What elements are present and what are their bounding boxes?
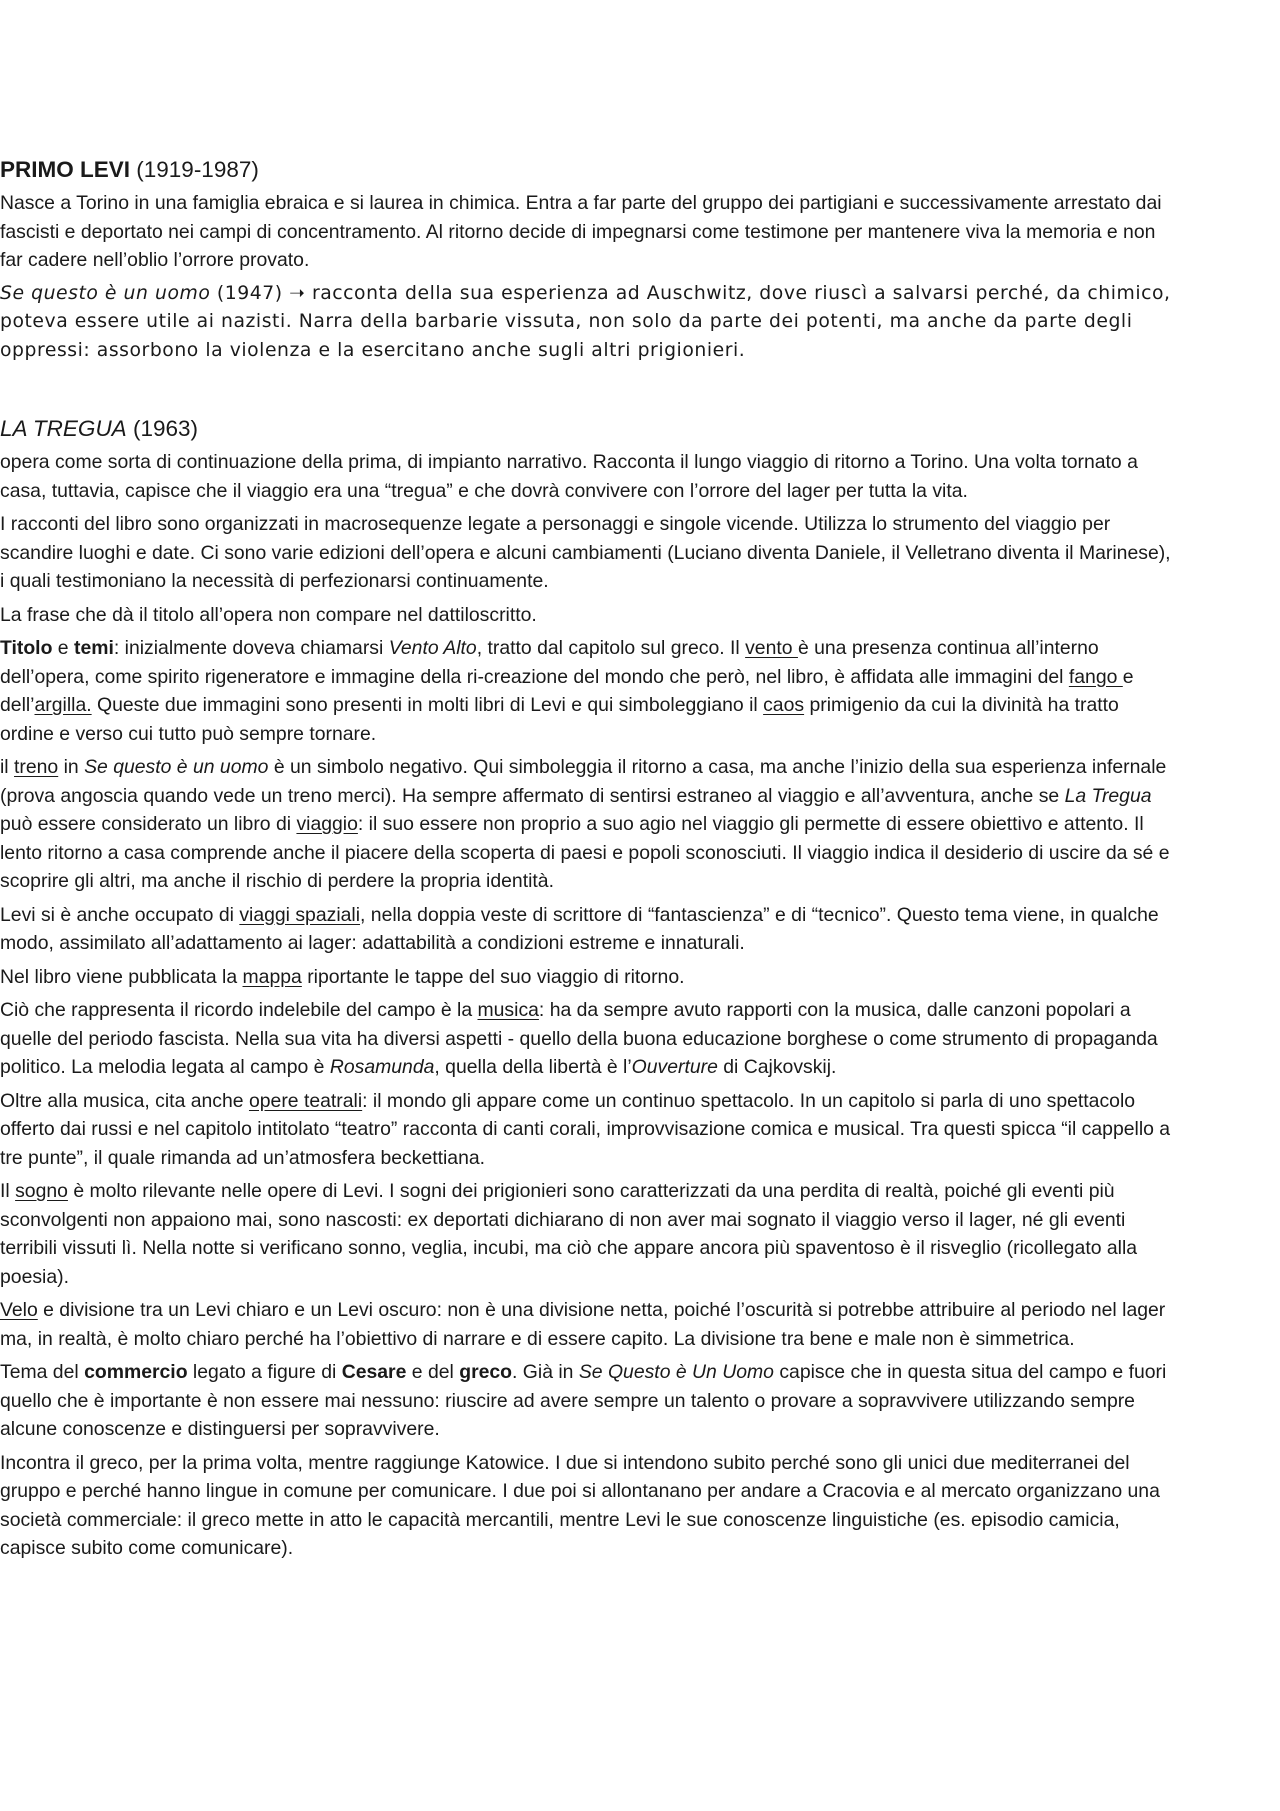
heading-years: (1919-1987)	[130, 157, 259, 182]
paragraph-greco: Incontra il greco, per la prima volta, mentre raggiunge Katowice. I due si intendono subito perché sono gli unici due mediterranei del gruppo e perché hanno lingue in comune per comunicare. I due poi si allontanano per andare a Cracovia e al mercato organizzano una società commerciale: il greco mette in atto le capacità mercantili, mentre Levi le sue conoscenze linguistiche (es. episodio camicia, capisce subito come comunicare).	[0, 1451, 1160, 1559]
heading-title: PRIMO LEVI	[0, 157, 131, 182]
text-run: e divisione tra un Levi chiaro e un Levi oscuro: non è una divisione netta, poiché l’oscurità si potrebbe attribuire al periodo nel lager ma, in realtà, è molto chiaro perché ha l’obiettivo di narrare e di essere capito. La divisione tra bene e male non è simmetrica.	[0, 1299, 1166, 1350]
book-summary: (1947) ➝ racconta della sua esperienza ad Auschwitz, dove riuscì a salvarsi perché, da chimico, poteva essere utile ai nazisti. Narra della barbarie vissuta, non solo da parte dei potenti, ma anche da parte degli oppressi: assorbono la violenza e la esercitano anche sugli altri prigionieri.	[0, 282, 1171, 361]
text-run: , quella della libertà è l’	[434, 1056, 632, 1078]
italic-text: Se Questo è Un Uomo	[578, 1361, 774, 1383]
paragraph-2: I racconti del libro sono organizzati in macrosequenze legate a personaggi e singole vicende. Utilizza lo strumento del viaggio per scandire luoghi e date. Ci sono varie edizioni dell’opera e alcuni cambiamenti (Luciano diventa Daniele, il Velletrano diventa il Marinese), i quali testimoniano la necessità di perfezionarsi continuamente.	[0, 513, 1171, 592]
text-run: Tema del	[0, 1361, 85, 1383]
text-run: Il	[0, 1180, 16, 1202]
paragraph-titolo-temi	[0, 634, 1175, 748]
text-run: , nella doppia veste di scrittore di “fantascienza” e di “tecnico”. Questo tema viene, in qualche modo, assimilato all’adattamento ai lager: adattabilità a condizioni estreme e innaturali.	[0, 903, 1159, 954]
paragraph-1: opera come sorta di continuazione della prima, di impianto narrativo. Racconta il lungo viaggio di ritorno a Torino. Una volta tornato a casa, tuttavia, capisce che il viaggio era una “tregua” e che dovrà convivere con l’orrore del lager per tutta la vita.	[0, 451, 1138, 502]
underlined-text: Velo	[0, 1299, 38, 1321]
text-run: capisce che in questa situa del campo e fuori quello che è importante è non essere mai nessuno: riuscire ad avere sempre un talento o provare a sopravvivere utilizzando sempre alcune conoscenze e distinguersi per sopravvivere.	[0, 1361, 1167, 1440]
paragraph-sogno	[0, 1177, 1175, 1291]
paragraph-viaggi-spaziali	[0, 901, 1175, 958]
section-heading-la-tregua	[0, 414, 1175, 444]
bold-text: greco	[459, 1361, 513, 1383]
bold-text: Cesare	[341, 1361, 407, 1383]
heading-title: LA TREGUA	[0, 416, 127, 441]
text-run: riportante le tappe del suo viaggio di ritorno.	[301, 965, 685, 988]
paragraph-se-questo	[0, 280, 1175, 366]
text-run: può essere considerato un libro di	[0, 813, 297, 835]
underlined-text: caos	[763, 694, 805, 716]
paragraph-treno	[0, 753, 1175, 896]
underlined-text: sogno	[15, 1180, 68, 1202]
italic-text: Rosamunda	[329, 1056, 435, 1078]
heading-years: (1963)	[126, 416, 198, 441]
bold-text: temi	[73, 637, 114, 659]
text-run: il	[0, 756, 15, 778]
text-run: : il mondo gli appare come un continuo spettacolo. In un capitolo si parla di uno spettacolo offerto dai russi e nel capitolo intitolato “teatro” racconta di canti corali, improvvisazione comica e musical. Tra questi spicca “il cappello a tre punte”, il quale rimanda ad un’atmosfera beckettiana.	[0, 1089, 1171, 1169]
paragraph-bio: Nasce a Torino in una famiglia ebraica e si laurea in chimica. Entra a far parte del gruppo dei partigiani e successivamente arrestato dai fascisti e deportato nei campi di concentramento. Al ritorno decide di impegnarsi come testimone per mantenere viva la memoria e non far cadere nell’oblio l’orrore provato.	[0, 192, 1162, 271]
text-run: : il suo essere non proprio a suo agio nel viaggio gli permette di essere obiettivo e attento. Il lento ritorno a casa comprende anche il piacere della scoperta di paesi e popoli sconosciuti. Il viaggio indica il desiderio di uscire da sé e scoprire gli altri, ma anche il rischio di perdere la propria identità.	[0, 813, 1170, 892]
text-run: è un simbolo negativo. Qui simboleggia il ritorno a casa, ma anche l’inizio della sua esperienza infernale (prova angoscia quando vede un treno merci). Ha sempre affermato di sentirsi estraneo al viaggio e all’avventura, anche se	[0, 756, 1167, 807]
italic-text: La Tregua	[1064, 784, 1152, 807]
text-run: Ciò che rappresenta il ricordo indelebile del campo è la	[0, 999, 478, 1021]
text-run: : inizialmente doveva chiamarsi	[113, 637, 389, 659]
italic-text: Ouverture	[631, 1056, 718, 1078]
underlined-text: musica	[477, 999, 539, 1021]
text-run: : ha da sempre avuto rapporti con la musica, dalle canzoni popolari a quelle del periodo fascista. Nella sua vita ha diversi aspetti - quello della buona educazione borghese o come strumento di propaganda politico. La melodia legata al campo è	[0, 999, 1158, 1078]
underlined-text: vento	[745, 637, 798, 659]
text-run: è una presenza continua all’interno dell’opera, come spirito rigeneratore e immagine della ri-creazione del mondo che però, nel libro, è affidata alle immagini del	[0, 637, 1099, 688]
section-heading-primo-levi	[0, 155, 1175, 185]
underlined-text: opere teatrali	[248, 1089, 363, 1112]
italic-text: Se questo è un uomo	[84, 756, 269, 778]
bold-text: Titolo	[0, 637, 53, 659]
text-run: e	[52, 637, 74, 659]
underlined-text: treno	[14, 756, 59, 778]
bold-text: commercio	[84, 1361, 188, 1383]
text-run: è molto rilevante nelle opere di Levi. I sogni dei prigionieri sono caratterizzati da una perdita di realtà, poiché gli eventi più sconvolgenti non appaiono mai, sono nascosti: ex deportati dichiarano di non aver mai sognato il viaggio verso il lager, né gli eventi terribili vissuti lì. Nella notte si verificano sonno, veglia, incubi, ma ciò che appare ancora più spaventoso è il risveglio (ricollegato alla poesia).	[0, 1180, 1138, 1288]
text-run: di Cajkovskij.	[717, 1056, 837, 1078]
underlined-text: mappa	[242, 965, 302, 988]
text-run: Nel libro viene pubblicata la	[0, 965, 243, 988]
underlined-text: fango	[1068, 665, 1123, 688]
text-run: Levi si è anche occupato di	[0, 903, 240, 926]
text-run: in	[58, 756, 85, 778]
paragraph-musica	[0, 996, 1175, 1082]
underlined-text: viaggio	[296, 813, 358, 835]
text-run: primigenio da cui la divinità ha tratto ordine e verso cui tutto può sempre tornare.	[0, 694, 1119, 745]
paragraph-opere-teatrali	[0, 1087, 1175, 1173]
text-run: e del	[406, 1361, 460, 1383]
underlined-text: viaggi spaziali	[239, 903, 361, 926]
paragraph-velo	[0, 1296, 1175, 1353]
paragraph-commercio	[0, 1358, 1175, 1444]
document-page	[0, 155, 1175, 1568]
paragraph-3: La frase che dà il titolo all’opera non compare nel dattiloscritto.	[0, 603, 537, 626]
text-run: , tratto dal capitolo sul greco. Il	[476, 637, 746, 659]
text-run: . Già in	[512, 1361, 579, 1383]
text-run: e dell’	[0, 665, 1134, 716]
text-run: Oltre alla musica, cita anche	[0, 1089, 249, 1112]
spacer	[0, 370, 1175, 414]
text-run: legato a figure di	[187, 1361, 342, 1383]
underlined-text: argilla.	[34, 694, 92, 716]
paragraph-mappa	[0, 963, 1175, 992]
text-run: Queste due immagini sono presenti in molti libri di Levi e qui simboleggiano il	[91, 694, 764, 716]
italic-text: Vento Alto	[388, 637, 477, 659]
book-title: Se questo è un uomo	[0, 282, 211, 304]
